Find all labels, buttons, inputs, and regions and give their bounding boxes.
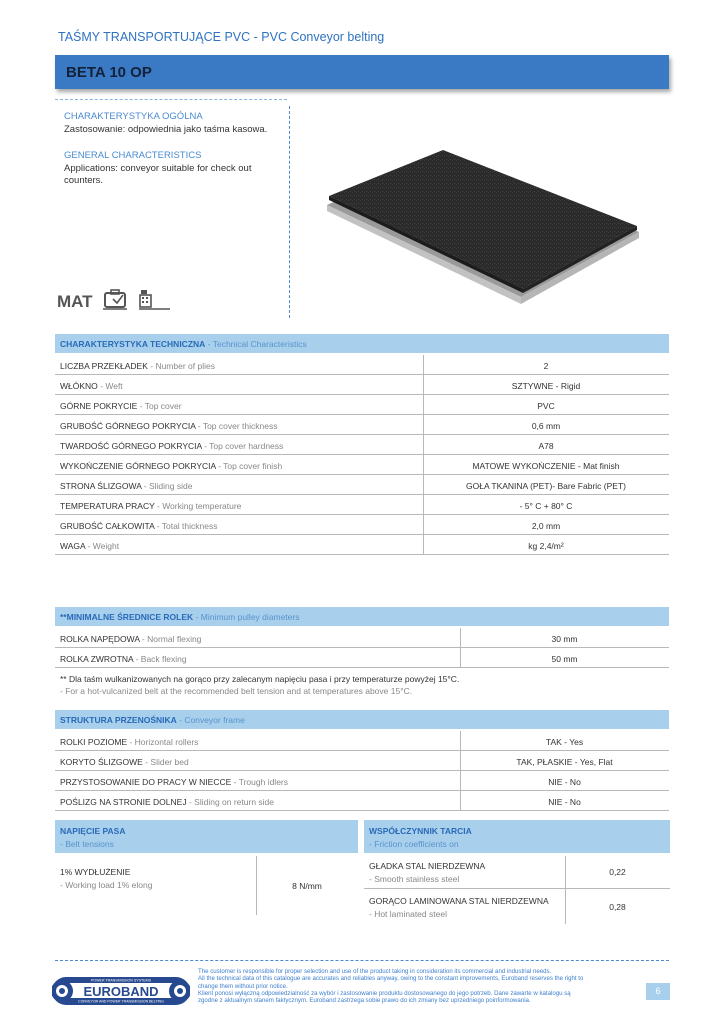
pulley-row-label-pl: ROLKA ZWROTNA (60, 654, 134, 664)
pulley-note-en: - For a hot-vulcanized belt at the recommended belt tension and at temperatures above 15°C. (60, 686, 413, 696)
tech-row-label-en: - Working temperature (157, 501, 242, 511)
tech-row (55, 375, 669, 395)
tech-row-label (60, 421, 277, 431)
tech-row-value: GOŁA TKANINA (PET)- Bare Fabric (PET) (466, 481, 626, 491)
pulley-heading-en: - Minimum pulley diameters (195, 612, 300, 622)
tech-row-label-pl: TWARDOŚĆ GÓRNEGO POKRYCIA (60, 441, 202, 451)
friction-row-1-value: 0,22 (609, 867, 626, 877)
tension-value: 8 N/mm (292, 881, 322, 891)
tension-label (60, 866, 152, 892)
tech-row-label (60, 501, 241, 511)
frame-row-label (60, 737, 198, 747)
frame-section-header (55, 710, 669, 729)
disclaimer-line: Klient ponosi wyłączną odpowiedzialność za wybór i zastosowanie produktu dostosowanego do jego potrzeb. Dane zawarte w katalogu są (198, 989, 571, 997)
tech-heading: CHARAKTERYSTYKA TECHNICZNA (60, 339, 206, 349)
frame-row-label-pl: PRZYSTOSOWANIE DO PRACY W NIECCE (60, 777, 232, 787)
tech-row (55, 495, 669, 515)
disclaimer-line: change them without prior notice. (198, 982, 288, 990)
tension-heading: NAPIĘCIE PASA (60, 826, 126, 836)
tech-row-value: 2,0 mm (531, 521, 561, 531)
friction-heading-en: - Friction coefficients on (369, 839, 459, 849)
tech-row-value: SZTYWNE - Rigid (511, 381, 581, 391)
tech-row-label-pl: GRUBOŚĆ GÓRNEGO POKRYCIA (60, 421, 196, 431)
pulley-row-label (60, 654, 187, 664)
general-en-text-2: counters. (64, 175, 104, 186)
frame-row-label-en: - Sliding on return side (188, 797, 275, 807)
friction-row-1-en: - Smooth stainless steel (369, 874, 460, 884)
friction-row-1-label (369, 860, 485, 886)
tech-row-value: 0,6 mm (531, 421, 561, 431)
frame-row-label (60, 797, 274, 807)
frame-row-label-pl: POŚLIZG NA STRONIE DOLNEJ (60, 797, 187, 807)
tech-row-label (60, 521, 217, 531)
general-en-text-1: Applications: conveyor suitable for check out (64, 162, 252, 174)
frame-row (55, 731, 669, 751)
friction-row-2-en: - Hot laminated steel (369, 909, 447, 919)
frame-row-label-en: - Slider bed (145, 757, 189, 767)
frame-row-value: TAK, PŁASKIE - Yes, Flat (516, 757, 613, 767)
page-header: TAŚMY TRANSPORTUJĄCE PVC - PVC Conveyor belting (58, 30, 385, 44)
general-pl-heading: CHARAKTERYSTYKA OGÓLNA (64, 111, 203, 122)
tech-row-label-pl: LICZBA PRZEKŁADEK (60, 361, 148, 371)
tech-row-value: MATOWE WYKOŃCZENIE - Mat finish (472, 461, 620, 471)
frame-row-label (60, 757, 189, 767)
checkout-counter-icon (103, 289, 129, 316)
logo-top-text: POWER TRANSMISSION SYSTEMS (90, 978, 152, 983)
frame-heading: STRUKTURA PRZENOŚNIKA (60, 715, 177, 725)
general-en (64, 150, 279, 188)
frame-row-label-pl: ROLKI POZIOME (60, 737, 128, 747)
footer-disclaimer (198, 968, 638, 1004)
tech-row-label (60, 481, 192, 491)
belt-sample-image (325, 150, 645, 310)
friction-row-2-value: 0,28 (609, 902, 626, 912)
tech-row-label-en: - Sliding side (143, 481, 193, 491)
pulley-row-label (60, 634, 201, 644)
tech-row (55, 395, 669, 415)
pulley-row-value: 50 mm (551, 654, 578, 664)
general-pl (64, 111, 279, 136)
tech-row-label-en: - Weight (87, 541, 120, 551)
frame-row-value: NIE - No (548, 777, 581, 787)
disclaimer-line: The customer is responsible for proper selection and use of the product taking in consideration its commercial and industrial needs. (198, 968, 552, 975)
divider (364, 888, 670, 889)
tech-row-label (60, 401, 182, 411)
tech-row-label-en: - Top cover hardness (204, 441, 284, 451)
tech-row (55, 455, 669, 475)
tech-row-value: A78 (538, 441, 554, 451)
tech-row-label-pl: WYKOŃCZENIE GÓRNEGO POKRYCIA (60, 461, 216, 471)
disclaimer-line: zgodne z aktualnym stanem faktycznym. Euroband zastrzega sobie prawo do ich zmiany bez uprzedniego poinformowania. (198, 997, 531, 1005)
pulley-row (55, 648, 669, 668)
pulley-row-label-en: - Back flexing (135, 654, 187, 664)
tech-row-label (60, 361, 215, 371)
tech-row-label (60, 461, 282, 471)
tension-label-en: - Working load 1% elong (60, 880, 153, 890)
general-pl-text: Zastosowanie: odpowiednia jako taśma kasowa. (64, 123, 268, 135)
tech-row-label-en: - Weft (100, 381, 123, 391)
friction-section-header (364, 820, 670, 853)
pulley-row-value: 30 mm (551, 634, 578, 644)
pulley-note-pl: ** Dla taśm wulkanizowanych na gorąco przy zalecanym napięciu pasa i przy temperaturze powyżej 15°C. (60, 674, 460, 684)
frame-row (55, 791, 669, 811)
tech-heading-en: - Technical Characteristics (207, 339, 307, 349)
pulley-section-header (55, 607, 669, 626)
tech-row (55, 535, 669, 555)
tension-section-header (55, 820, 358, 853)
tech-row-label-en: - Top cover thickness (197, 421, 278, 431)
tech-row-label-pl: WAGA (60, 541, 86, 551)
tech-section-header (55, 334, 669, 353)
logo-main-text: EUROBAND (83, 984, 159, 999)
tech-row-value: PVC (537, 401, 555, 411)
frame-row-value: NIE - No (548, 797, 581, 807)
product-title-bar (55, 55, 669, 89)
tech-row (55, 515, 669, 535)
disclaimer-line: All the technical data of this catalogue are accurates and reliables anyway, owing to the constant improvements, Euroband reserves the right to (198, 975, 584, 983)
general-en-heading: GENERAL CHARACTERISTICS (64, 150, 202, 161)
tech-row-label-en: - Number of plies (150, 361, 215, 371)
cash-register-icon (139, 289, 171, 316)
application-icons (57, 290, 171, 314)
footer-divider (55, 960, 669, 961)
pulley-heading: **MINIMALNE ŚREDNICE ROLEK (60, 612, 194, 622)
divider (55, 99, 287, 100)
tech-row-value: - 5° C + 80° C (519, 501, 573, 511)
friction-row-1-pl: GŁADKA STAL NIERDZEWNA (369, 861, 486, 871)
tech-row-label-en: - Total thickness (156, 521, 218, 531)
tech-row-label (60, 381, 123, 391)
tension-label-pl: 1% WYDŁUŻENIE (60, 867, 131, 877)
tech-row-label-pl: GÓRNE POKRYCIE (60, 401, 138, 411)
tech-row-label-en: - Top cover (139, 401, 182, 411)
tech-row (55, 415, 669, 435)
frame-row-label (60, 777, 288, 787)
friction-heading: WSPÓŁCZYNNIK TARCIA (369, 826, 472, 836)
product-title: BETA 10 OP (66, 64, 152, 81)
pulley-row (55, 628, 669, 648)
tech-row-label-pl: STRONA ŚLIZGOWA (60, 481, 142, 491)
friction-row-2-label (369, 895, 549, 921)
divider (289, 106, 290, 318)
tech-row-label-pl: TEMPERATURA PRACY (60, 501, 155, 511)
friction-row-2-pl: GORĄCO LAMINOWANA STAL NIERDZEWNA (369, 896, 549, 906)
frame-row (55, 751, 669, 771)
pulley-row-label-en: - Normal flexing (141, 634, 202, 644)
tech-row-label (60, 541, 119, 551)
tech-row (55, 355, 669, 375)
tech-row-label-pl: WŁÓKNO (60, 381, 98, 391)
frame-row-label-en: - Trough idlers (233, 777, 289, 787)
tech-row-label (60, 441, 283, 451)
tech-row-label-en: - Top cover finish (218, 461, 283, 471)
frame-row-label-en: - Horizontal rollers (129, 737, 199, 747)
pulley-row-label-pl: ROLKA NAPĘDOWA (60, 634, 140, 644)
euroband-logo (52, 977, 190, 1005)
tech-row (55, 435, 669, 455)
tech-row-value: 2 (543, 361, 549, 371)
pulley-note (60, 673, 459, 697)
frame-row-label-pl: KORYTO ŚLIZGOWE (60, 757, 143, 767)
tension-heading-en: - Belt tensions (60, 839, 114, 849)
tech-row-value: kg 2,4/m² (528, 541, 564, 551)
page-number: 6 (646, 983, 670, 1000)
frame-row (55, 771, 669, 791)
mat-finish-label: MAT (57, 292, 93, 311)
tech-row-label-pl: GRUBOŚĆ CAŁKOWITA (60, 521, 155, 531)
logo-bottom-text: CONVEYOR AND POWER TRANSMISSION BELTING (78, 999, 164, 1004)
frame-row-value: TAK - Yes (545, 737, 584, 747)
tech-row (55, 475, 669, 495)
frame-heading-en: - Conveyor frame (179, 715, 245, 725)
